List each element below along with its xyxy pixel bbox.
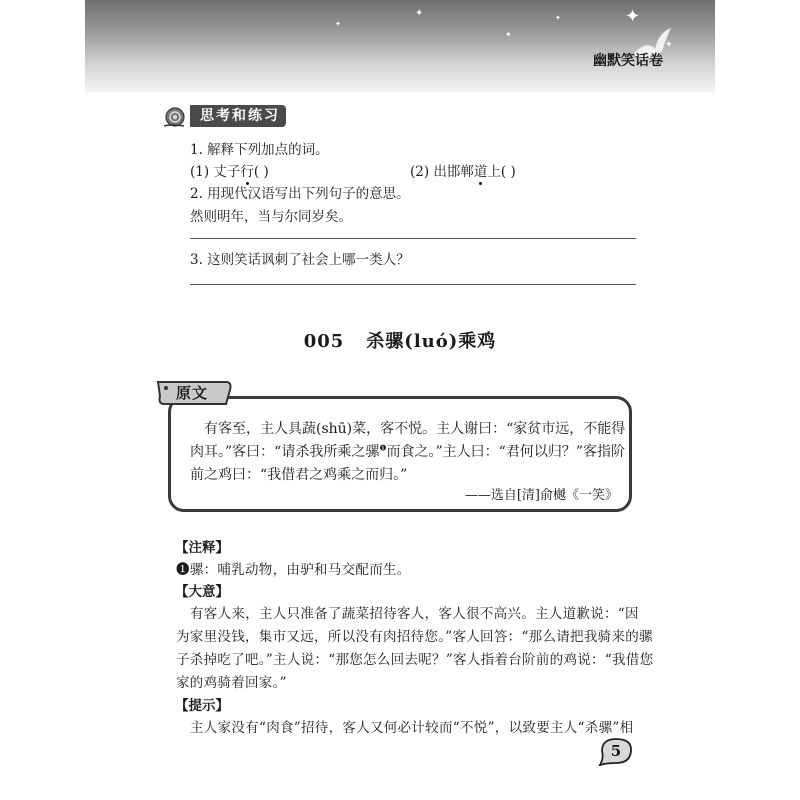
original-tag-label: 原文	[176, 384, 209, 402]
story-number: 005	[303, 331, 345, 352]
question-2-sentence: 然则明年，当与尔同岁矣。	[190, 209, 352, 225]
answer-line	[190, 238, 636, 239]
page-number: 5	[610, 742, 622, 760]
page-header-banner	[85, 0, 715, 92]
practice-tag-label: 思考和练习	[190, 105, 286, 127]
sparkle-icon: ✦	[665, 40, 673, 50]
hint-heading: 【提示】	[175, 698, 229, 714]
snail-icon	[162, 104, 186, 128]
question-3: 3. 这则笑话讽刺了社会上哪一类人？	[190, 252, 410, 268]
q1a-prefix: (1) 丈子	[190, 164, 241, 180]
question-1: 1. 解释下列加点的词。	[190, 142, 329, 158]
sparkle-icon: ✦	[555, 14, 561, 22]
summary-line: 有客人来，主人只准备了蔬菜招待客人，客人很不高兴。主人道歉说：“因	[190, 606, 639, 622]
sparkle-icon: ✦	[505, 30, 512, 39]
practice-section-tag	[162, 104, 286, 128]
q1b-prefix: (2) 出邯郸	[410, 164, 474, 180]
story-name: 杀骡(luó)乘鸡	[366, 331, 497, 352]
q1b-blank: 上( )	[487, 164, 516, 180]
note-line: ❶骡：哺乳动物，由驴和马交配而生。	[176, 562, 411, 578]
question-1-part-2	[410, 160, 516, 180]
q1a-blank: ( )	[253, 164, 269, 180]
notes-heading: 【注释】	[175, 540, 229, 556]
story-title	[0, 327, 800, 353]
dotted-character: 行	[240, 164, 254, 180]
sparkle-icon: ✦	[625, 6, 641, 27]
question-2: 2. 用现代汉语写出下列句子的意思。	[190, 186, 410, 202]
summary-line: 家的鸡骑着回家。”	[176, 675, 287, 691]
summary-line: 子杀掉吃了吧。”主人说：“那您怎么回去呢？”客人指着台阶前的鸡说：“我借您	[176, 652, 654, 668]
original-line: 有客至，主人具蔬(shū)菜，客不悦。主人谢曰：“家贫市远，不能得	[204, 421, 626, 437]
question-1-part-1	[190, 160, 269, 180]
original-line-part: 肉耳。”客曰：“请杀我所乘之骡	[190, 444, 380, 460]
summary-heading: 【大意】	[175, 584, 229, 600]
original-text-tag	[154, 378, 234, 408]
hint-line: 主人家没有“肉食”招待，客人又何必计较而“不悦”，以致要主人“杀骡”相	[190, 720, 634, 736]
answer-line	[190, 284, 636, 285]
dotted-character: 道	[473, 164, 488, 180]
original-line	[190, 441, 625, 461]
summary-line: 为家里没钱，集市又远，所以没有肉招待您。”客人回答：“那么请把我骑来的骡	[176, 629, 653, 645]
original-line-part: 而食之。”主人曰：“君何以归？”客指阶	[386, 444, 625, 460]
original-line: 前之鸡曰：“我借君之鸡乘之而归。”	[190, 467, 408, 483]
source-citation: ——选自[清]俞樾《一笑》	[464, 488, 618, 503]
page-number-badge	[596, 736, 636, 766]
sparkle-icon: ✦	[415, 8, 424, 19]
sparkle-icon: ✦	[335, 20, 341, 28]
footnote-marker: ❶	[379, 443, 387, 453]
book-title: 幽默笑话卷	[593, 53, 663, 69]
